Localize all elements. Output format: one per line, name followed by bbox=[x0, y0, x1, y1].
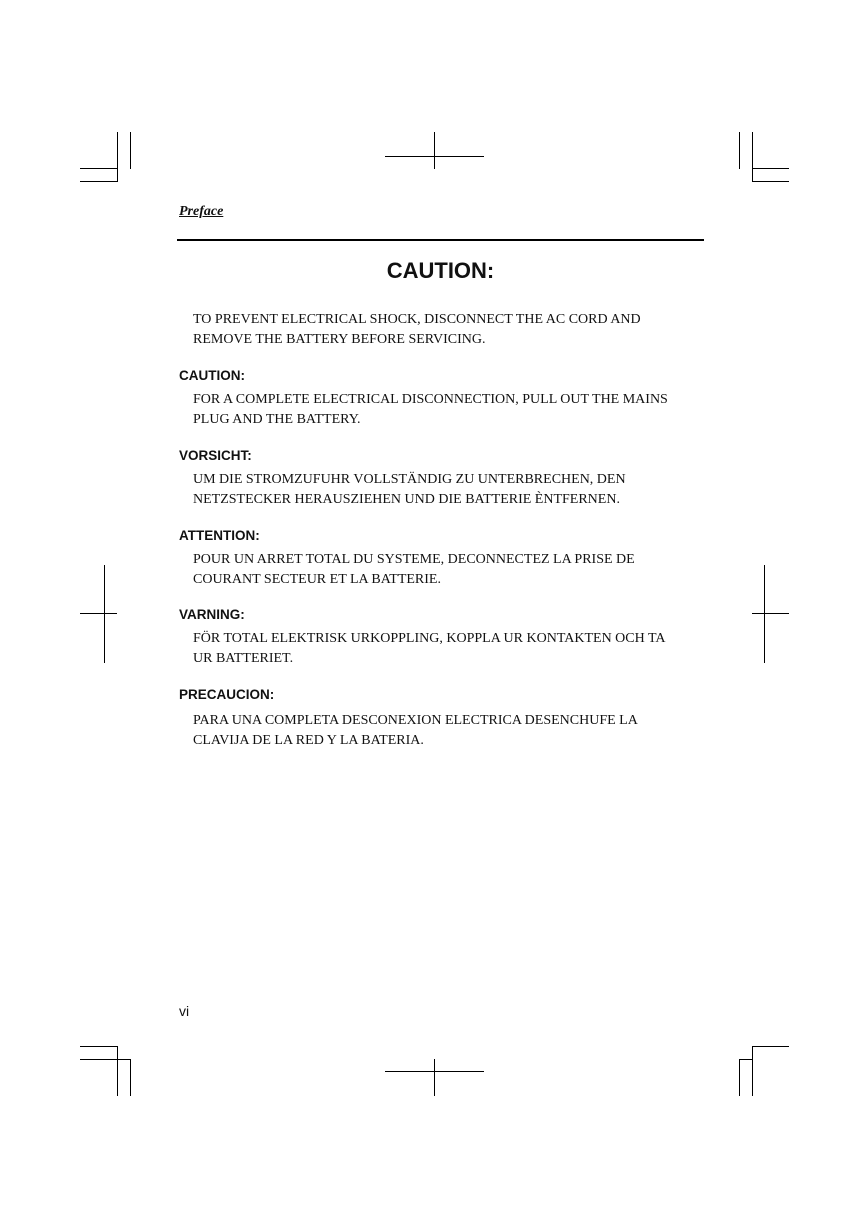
page-title: CAUTION: bbox=[386, 258, 495, 283]
crop-mark-bottom-left-h bbox=[80, 1046, 117, 1047]
registration-mark-left-h bbox=[80, 613, 117, 614]
crop-mark-bottom-right-h2 bbox=[739, 1059, 752, 1060]
warning-heading-vorsicht: VORSICHT: bbox=[179, 448, 252, 463]
warning-line: PLUG AND THE BATTERY. bbox=[193, 412, 361, 427]
warning-line: CLAVIJA DE LA RED Y LA BATERIA. bbox=[193, 733, 424, 748]
registration-mark-bottom-v bbox=[434, 1059, 435, 1096]
warning-heading-varning: VARNING: bbox=[179, 607, 245, 622]
warning-text-precaucion bbox=[193, 711, 703, 751]
registration-mark-right-v bbox=[764, 565, 765, 663]
warning-line: POUR UN ARRET TOTAL DU SYSTEME, DECONNECTEZ LA PRISE DE bbox=[193, 552, 635, 567]
crop-mark-top-left-h bbox=[80, 168, 117, 169]
intro-line-2: REMOVE THE BATTERY BEFORE SERVICING. bbox=[193, 332, 486, 347]
warning-heading-attention: ATTENTION: bbox=[179, 528, 260, 543]
crop-mark-top-left-v2 bbox=[130, 132, 131, 169]
crop-mark-bottom-left-v bbox=[117, 1046, 118, 1096]
crop-mark-bottom-right-h bbox=[752, 1046, 789, 1047]
warning-heading-precaucion: PRECAUCION: bbox=[179, 687, 275, 702]
crop-mark-top-right-v2 bbox=[752, 132, 753, 182]
crop-mark-top-left-v bbox=[117, 132, 118, 182]
crop-mark-bottom-left-v2 bbox=[130, 1059, 131, 1096]
page-number: vi bbox=[179, 1003, 190, 1019]
registration-mark-right-h bbox=[752, 613, 789, 614]
intro-line-1: TO PREVENT ELECTRICAL SHOCK, DISCONNECT THE AC CORD AND bbox=[193, 312, 641, 327]
registration-mark-left-v bbox=[104, 565, 105, 663]
crop-mark-bottom-left-h2 bbox=[80, 1059, 130, 1060]
warning-text-attention bbox=[193, 550, 703, 590]
warning-line: NETZSTECKER HERAUSZIEHEN UND DIE BATTERIE ÈNTFERNEN. bbox=[193, 492, 620, 507]
crop-mark-bottom-right-v bbox=[739, 1059, 740, 1096]
warning-line: FOR A COMPLETE ELECTRICAL DISCONNECTION, PULL OUT THE MAINS bbox=[193, 392, 668, 407]
warning-line: UR BATTERIET. bbox=[193, 651, 294, 666]
warning-text-varning bbox=[193, 629, 703, 669]
section-label: Preface bbox=[179, 204, 224, 219]
header-rule bbox=[177, 239, 704, 241]
warning-line: COURANT SECTEUR ET LA BATTERIE. bbox=[193, 572, 441, 587]
crop-mark-top-right-h2 bbox=[752, 181, 789, 182]
warning-heading-caution: CAUTION: bbox=[179, 368, 245, 383]
crop-mark-top-right-h bbox=[752, 168, 789, 169]
warning-line: PARA UNA COMPLETA DESCONEXION ELECTRICA DESENCHUFE LA bbox=[193, 713, 638, 728]
crop-mark-bottom-right-v2 bbox=[752, 1046, 753, 1096]
intro-paragraph bbox=[193, 310, 703, 350]
crop-mark-top-right-v bbox=[739, 132, 740, 169]
warning-line: FÖR TOTAL ELEKTRISK URKOPPLING, KOPPLA UR KONTAKTEN OCH TA bbox=[193, 631, 666, 646]
warning-line: UM DIE STROMZUFUHR VOLLSTÄNDIG ZU UNTERBRECHEN, DEN bbox=[193, 472, 626, 487]
warning-text-vorsicht bbox=[193, 470, 703, 510]
crop-mark-top-left-h2 bbox=[80, 181, 117, 182]
registration-mark-top-v bbox=[434, 132, 435, 169]
warning-text-caution bbox=[193, 390, 703, 430]
